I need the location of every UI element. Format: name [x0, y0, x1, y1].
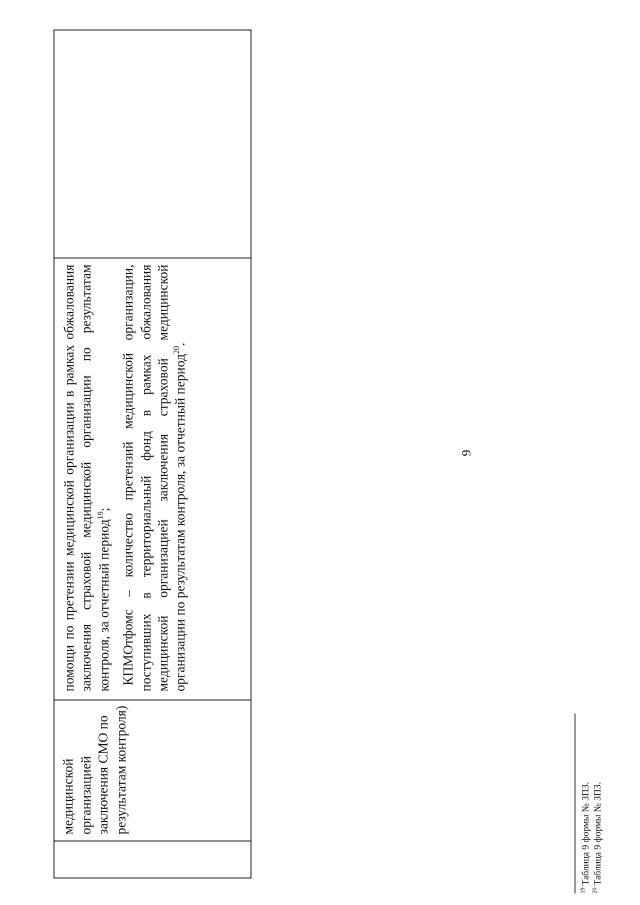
description-paragraph-1: помощи по претензии медицинской организации в рамках обжалования заключения страховой медицинской организации по результатам контроля, за отчетный период$^{19}$; — [61, 264, 111, 691]
indicator-name-text: медицинской организацией заключения СМО по результатам контроля) — [60, 705, 128, 834]
footnote-item: $^{20}$Таблица 9 формы № ЗПЗ. — [591, 781, 603, 893]
description-paragraph-2: КПМОтфомс – количество претензий медицинской организации, поступивших в территориальный фонд в рамках обжалования медицинской организацией заключения страховой медицинской организации по результатам контроля, за отчетный период$^{20}$. — [120, 264, 188, 691]
table-cell-number — [54, 841, 251, 878]
footnote-separator — [574, 713, 575, 893]
page-number: 9 — [458, 449, 473, 456]
indicator-table — [53, 29, 251, 878]
footnote-ref-19: 19 — [95, 510, 105, 519]
description-text — [54, 258, 189, 699]
table-cell-empty — [54, 30, 251, 258]
table-cell-description — [54, 258, 251, 700]
table-cell-indicator-name — [54, 700, 251, 841]
footnotes — [580, 782, 604, 893]
footnote-ref-20: 20 — [171, 345, 181, 354]
table-row — [54, 30, 251, 878]
footnote-item: $^{19}$Таблица 9 формы № ЗПЗ. — [579, 781, 591, 893]
